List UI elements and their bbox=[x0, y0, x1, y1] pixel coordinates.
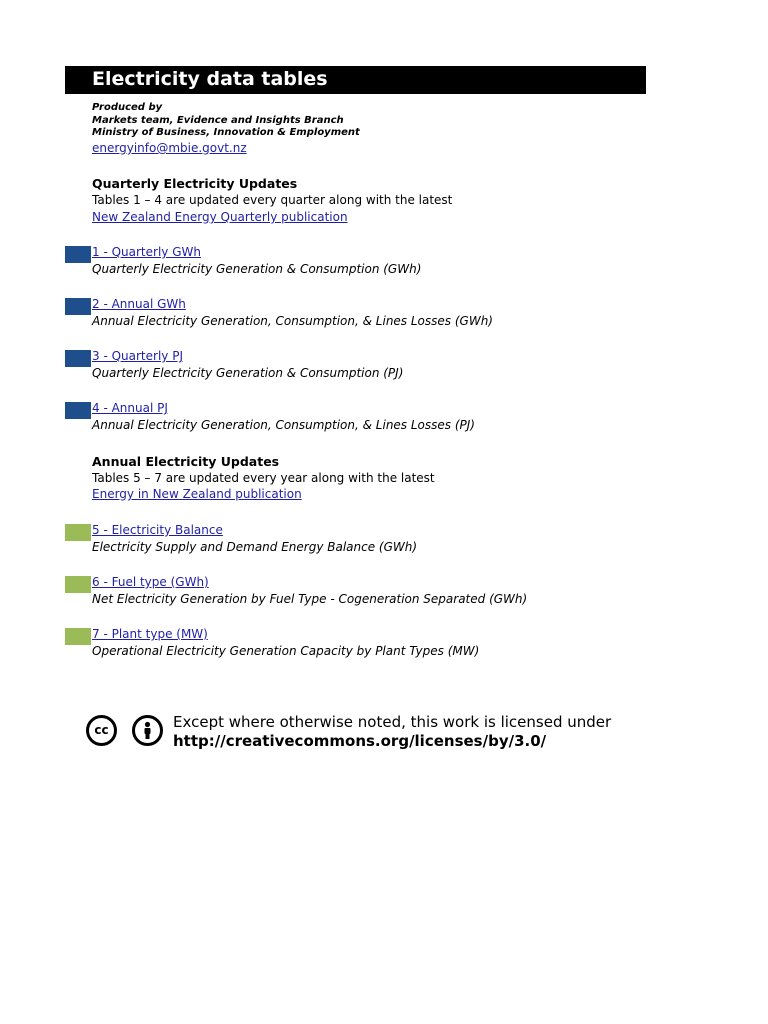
table-6-swatch bbox=[65, 576, 91, 593]
quarterly-intro: Tables 1 – 4 are updated every quarter along with the latest bbox=[92, 193, 453, 207]
energy-in-nz-link[interactable]: Energy in New Zealand publication bbox=[92, 487, 302, 501]
license-text: Except where otherwise noted, this work is licensed under bbox=[173, 713, 612, 731]
table-1-swatch bbox=[65, 246, 91, 263]
table-2-link[interactable]: 2 - Annual GWh bbox=[92, 297, 186, 311]
table-4-link[interactable]: 4 - Annual PJ bbox=[92, 401, 168, 415]
license-url[interactable]: http://creativecommons.org/licenses/by/3.0/ bbox=[173, 732, 547, 750]
email-link[interactable]: energyinfo@mbie.govt.nz bbox=[92, 141, 247, 155]
cc-glyph: cc bbox=[94, 723, 109, 737]
table-7-swatch bbox=[65, 628, 91, 645]
page-title: Electricity data tables bbox=[92, 68, 328, 90]
table-7-description: Operational Electricity Generation Capacity by Plant Types (MW) bbox=[92, 644, 480, 658]
table-2-description: Annual Electricity Generation, Consumption, & Lines Losses (GWh) bbox=[92, 314, 493, 328]
table-2-swatch bbox=[65, 298, 91, 315]
table-5-link[interactable]: 5 - Electricity Balance bbox=[92, 523, 223, 537]
table-3-link[interactable]: 3 - Quarterly PJ bbox=[92, 349, 183, 363]
nz-energy-quarterly-link[interactable]: New Zealand Energy Quarterly publication bbox=[92, 210, 348, 224]
table-5-description: Electricity Supply and Demand Energy Balance (GWh) bbox=[92, 540, 418, 554]
producer-ministry: Ministry of Business, Innovation & Employment bbox=[92, 127, 360, 138]
table-4-description: Annual Electricity Generation, Consumption, & Lines Losses (PJ) bbox=[92, 418, 475, 432]
title-bar bbox=[65, 66, 646, 94]
table-3-swatch bbox=[65, 350, 91, 367]
table-7-link[interactable]: 7 - Plant type (MW) bbox=[92, 627, 208, 641]
annual-heading: Annual Electricity Updates bbox=[92, 454, 280, 469]
attribution-icon bbox=[132, 715, 163, 746]
quarterly-heading: Quarterly Electricity Updates bbox=[92, 176, 298, 191]
table-4-swatch bbox=[65, 402, 91, 419]
creative-commons-icon bbox=[86, 715, 117, 746]
table-6-description: Net Electricity Generation by Fuel Type - Cogeneration Separated (GWh) bbox=[92, 592, 528, 606]
table-3-description: Quarterly Electricity Generation & Consumption (PJ) bbox=[92, 366, 404, 380]
produced-by-label: Produced by bbox=[92, 102, 163, 113]
table-5-swatch bbox=[65, 524, 91, 541]
producer-team: Markets team, Evidence and Insights Branch bbox=[92, 115, 344, 126]
annual-intro: Tables 5 – 7 are updated every year along with the latest bbox=[92, 471, 435, 485]
table-1-description: Quarterly Electricity Generation & Consumption (GWh) bbox=[92, 262, 422, 276]
table-6-link[interactable]: 6 - Fuel type (GWh) bbox=[92, 575, 209, 589]
table-1-link[interactable]: 1 - Quarterly GWh bbox=[92, 245, 201, 259]
